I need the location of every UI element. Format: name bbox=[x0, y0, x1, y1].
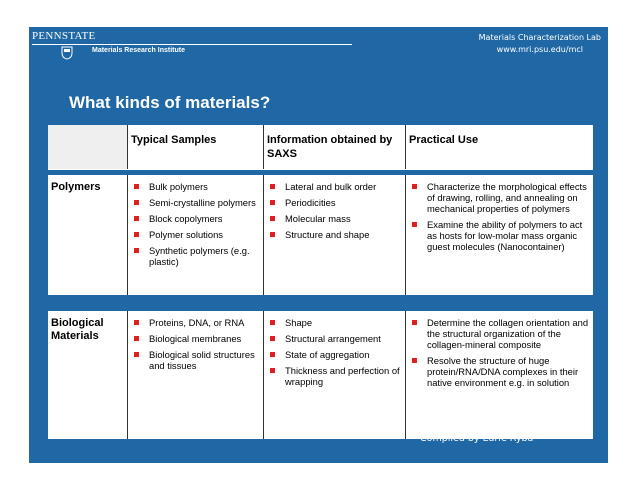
list-item-text: Molecular mass bbox=[285, 213, 351, 224]
list-item bbox=[267, 229, 402, 240]
list-item bbox=[267, 349, 402, 360]
bullet-icon bbox=[412, 184, 417, 189]
table-row-polymers bbox=[48, 175, 593, 295]
list-item-text: Examine the ability of polymers to act as hosts for low-molar mass organic guest molecules (Nanocontainer) bbox=[427, 219, 583, 252]
list-item bbox=[409, 181, 590, 214]
credit-text: Compiled by Earle Ryba bbox=[420, 433, 534, 444]
bullet-icon bbox=[412, 222, 417, 227]
header-cell-samples: Typical Samples bbox=[128, 125, 264, 169]
bullet-icon bbox=[134, 216, 139, 221]
bullet-list bbox=[131, 317, 260, 371]
list-item-text: Block copolymers bbox=[149, 213, 223, 224]
bullet-icon bbox=[270, 216, 275, 221]
list-item-text: Characterize the morphological effects of drawing, rolling, and annealing on mechanical properties of polymers bbox=[427, 181, 587, 214]
bullet-icon bbox=[270, 232, 275, 237]
bullet-icon bbox=[134, 336, 139, 341]
list-item-text: Polymer solutions bbox=[149, 229, 223, 240]
list-item bbox=[267, 365, 402, 387]
list-item bbox=[267, 197, 402, 208]
list-item bbox=[409, 317, 590, 350]
brand-rule bbox=[32, 44, 352, 45]
table-row-biological bbox=[48, 311, 593, 439]
row-label: Biological Materials bbox=[48, 311, 128, 439]
samples-cell bbox=[128, 311, 264, 439]
bullet-icon bbox=[270, 200, 275, 205]
header-separator bbox=[48, 169, 593, 170]
bullet-icon bbox=[270, 320, 275, 325]
list-item-text: Shape bbox=[285, 317, 313, 328]
row-label: Polymers bbox=[48, 175, 128, 295]
use-cell bbox=[406, 175, 593, 295]
lab-info bbox=[479, 32, 601, 56]
list-item bbox=[131, 197, 260, 208]
list-item-text: Structural arrangement bbox=[285, 333, 381, 344]
list-item bbox=[131, 333, 260, 344]
list-item-text: Synthetic polymers (e.g. plastic) bbox=[149, 245, 250, 267]
list-item bbox=[131, 245, 260, 267]
list-item bbox=[131, 349, 260, 371]
list-item-text: Proteins, DNA, or RNA bbox=[149, 317, 245, 328]
info-cell bbox=[264, 311, 406, 439]
institute-name: Materials Research Institute bbox=[92, 47, 185, 54]
penn-state-shield-icon bbox=[61, 46, 73, 60]
samples-cell bbox=[128, 175, 264, 295]
list-item bbox=[267, 181, 402, 192]
list-item bbox=[131, 229, 260, 240]
bullet-icon bbox=[270, 368, 275, 373]
list-item-text: Lateral and bulk order bbox=[285, 181, 377, 192]
lab-name: Materials Characterization Lab bbox=[478, 33, 601, 42]
bullet-icon bbox=[134, 200, 139, 205]
bullet-list bbox=[267, 317, 402, 387]
list-item-text: Determine the collagen orientation and the structural organization of the collagen-mineral composite bbox=[427, 317, 589, 350]
list-item bbox=[409, 355, 590, 388]
list-item-text: Biological membranes bbox=[149, 333, 242, 344]
header-cell-empty bbox=[48, 125, 128, 169]
bullet-icon bbox=[270, 352, 275, 357]
lab-url: www.mri.psu.edu/mcl bbox=[496, 45, 583, 54]
list-item-text: Bulk polymers bbox=[149, 181, 208, 192]
list-item-text: State of aggregation bbox=[285, 349, 370, 360]
list-item-text: Thickness and perfection of wrapping bbox=[285, 365, 400, 387]
bullet-list bbox=[409, 317, 590, 388]
bullet-icon bbox=[134, 352, 139, 357]
header-cell-info: Information obtained by SAXS bbox=[264, 125, 406, 169]
bullet-list bbox=[409, 181, 590, 252]
list-item bbox=[131, 181, 260, 192]
bullet-icon bbox=[412, 358, 417, 363]
slide-title: What kinds of materials? bbox=[69, 93, 271, 112]
slide bbox=[29, 27, 608, 463]
bullet-icon bbox=[134, 184, 139, 189]
bullet-icon bbox=[270, 184, 275, 189]
use-cell bbox=[406, 311, 593, 439]
bullet-icon bbox=[134, 248, 139, 253]
list-item-text: Resolve the structure of huge protein/RNA/DNA complexes in their native environment e.g. in solution bbox=[427, 355, 579, 388]
list-item bbox=[131, 213, 260, 224]
brand-wordmark: PENNSTATE bbox=[32, 30, 96, 42]
info-cell bbox=[264, 175, 406, 295]
list-item-text: Semi-crystalline polymers bbox=[149, 197, 256, 208]
bullet-icon bbox=[134, 320, 139, 325]
list-item bbox=[267, 317, 402, 328]
bullet-icon bbox=[412, 320, 417, 325]
bullet-icon bbox=[270, 336, 275, 341]
list-item-text: Biological solid structures and tissues bbox=[149, 349, 255, 371]
bullet-icon bbox=[134, 232, 139, 237]
list-item bbox=[267, 213, 402, 224]
bullet-list bbox=[131, 181, 260, 267]
table-header-row bbox=[48, 125, 593, 169]
list-item bbox=[267, 333, 402, 344]
list-item bbox=[131, 317, 260, 328]
list-item-text: Structure and shape bbox=[285, 229, 370, 240]
header-cell-use: Practical Use bbox=[409, 134, 479, 146]
list-item-text: Periodicities bbox=[285, 197, 336, 208]
list-item bbox=[409, 219, 590, 252]
bullet-list bbox=[267, 181, 402, 240]
